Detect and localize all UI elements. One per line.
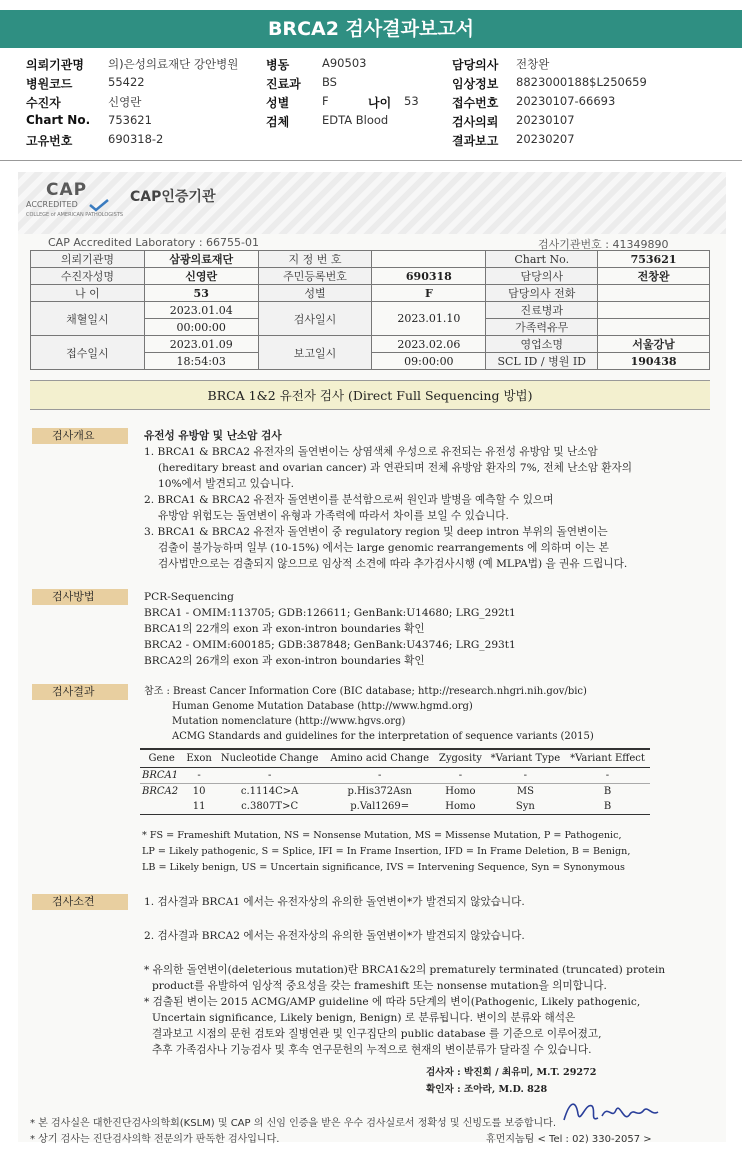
cell-amino-acid: p.Val1269= (324, 799, 435, 815)
cell-value (598, 319, 710, 336)
cell-gene: BRCA2 (142, 786, 179, 797)
table-row (31, 302, 710, 319)
header-row (0, 56, 742, 74)
cell-label: SCL ID / 병원 ID (486, 353, 598, 370)
value-request-date: 20230107 (516, 113, 575, 127)
header-row (0, 132, 742, 150)
header-row (0, 113, 742, 131)
footer-note: * 상기 검사는 진단검사의학 전문의가 판독한 검사입니다. (30, 1134, 280, 1145)
section-tag-opinion: 검사소견 (32, 894, 128, 910)
label-patient: 수진자 (26, 96, 61, 110)
report-title: BRCA2 검사결과보고서 (0, 10, 742, 48)
cell-value: 2023.02.06 (372, 336, 486, 353)
label-chart-no: Chart No. (26, 113, 91, 127)
cell-label: 수진자성명 (31, 268, 145, 285)
table-row (31, 251, 710, 268)
cell-value: 2023.01.04 (144, 302, 258, 319)
column-header: Amino acid Change (324, 749, 435, 768)
reference-section (144, 684, 594, 744)
method-line: BRCA1의 22개의 exon 과 exon-intron boundaries 확인 (144, 623, 425, 635)
cell-label: 진료병과 (486, 302, 598, 319)
cell-label: 보고일시 (258, 336, 372, 370)
column-header: Nucleotide Change (215, 749, 324, 768)
method-line: BRCA2의 26개의 exon 과 exon-intron boundaries 확인 (144, 655, 425, 667)
table-row (140, 799, 650, 815)
cell-zygosity: Homo (445, 786, 476, 797)
footer-contact: 휴먼지놈팀 < Tel : 02) 330-2057 > (486, 1134, 652, 1145)
reference-line: Human Genome Mutation Database (http://www.hgmd.org) (172, 701, 473, 712)
overview-line: (hereditary breast and ovarian cancer) 과 연관되며 전체 유방암 환자의 7%, 전체 난소암 환자의 (158, 462, 632, 474)
label-specimen: 검체 (266, 115, 290, 129)
table-row (31, 285, 710, 302)
signatory-section (426, 1064, 596, 1098)
cell-exon: 10 (192, 786, 206, 797)
cell-value (372, 251, 486, 268)
legend-line: * FS = Frameshift Mutation, NS = Nonsense Mutation, MS = Missense Mutation, P = Pathogenic, (142, 830, 622, 841)
label-clinical-info: 임상정보 (452, 77, 499, 91)
cell-amino-acid: p.His372Asn (347, 786, 412, 797)
cell-value: 서울강남 (598, 336, 710, 353)
opinion-line: * 유의한 돌연변이(deleterious mutation)란 BRCA1&2의 prematurely terminated (truncated) protein (144, 964, 666, 976)
cell-zygosity: Homo (435, 799, 486, 815)
value-report-date: 20230207 (516, 132, 575, 146)
value-unique-no: 690318-2 (108, 132, 164, 146)
label-department: 진료과 (266, 77, 301, 91)
cell-exon: 11 (183, 799, 215, 815)
divider (0, 160, 742, 161)
cap-logo (26, 178, 124, 226)
opinion-line: 추후 가족검사나 기능검사 및 후속 연구문헌의 누적으로 현재의 변이분류가 달라질 수 있습니다. (152, 1044, 592, 1056)
table-row (31, 268, 710, 285)
legend-line: LB = Likely benign, US = Uncertain significance, IVS = Intervening Sequence, Syn = Synonymous (142, 862, 625, 873)
column-header: Zygosity (435, 749, 486, 768)
header-info (0, 54, 742, 150)
patient-info-table (30, 250, 710, 370)
signature-icon (558, 1096, 668, 1128)
cell-zygosity: - (458, 770, 463, 781)
section-tag-overview: 검사개요 (32, 428, 128, 444)
label-requesting-org: 의뢰기관명 (26, 58, 84, 72)
cell-nucleotide: c.1114C>A (240, 786, 299, 797)
table-row (31, 336, 710, 353)
overview-line: 유방암 위험도는 돌연변이 유형과 가족력에 따라서 차이를 보일 수 있습니다. (158, 510, 509, 522)
cell-value: 09:00:00 (372, 353, 486, 370)
cap-logo-text: CAP (46, 180, 88, 200)
abbreviation-legend (142, 828, 630, 876)
opinion-line: 1. 검사결과 BRCA1 에서는 유전자상의 유의한 돌연변이*가 발견되지 않았습니다. (144, 896, 525, 908)
cell-value: 2023.01.09 (144, 336, 258, 353)
opinion-line: product를 유발하여 임상적 중요성을 갖는 frameshift 또는 nonsense mutation을 의미합니다. (152, 980, 607, 992)
cell-value (598, 285, 710, 302)
column-header: Exon (183, 749, 215, 768)
cell-value: 00:00:00 (144, 319, 258, 336)
cap-band (18, 172, 726, 234)
column-header: Gene (140, 749, 183, 768)
cell-label: 의뢰기관명 (31, 251, 145, 268)
cap-accredited-text: ACCREDITED (26, 200, 78, 209)
cell-label: 담당의사 전화 (486, 285, 598, 302)
column-header: *Variant Type (486, 749, 565, 768)
cell-label: 지 정 번 호 (258, 251, 372, 268)
overview-title: 유전성 유방암 및 난소암 검사 (144, 430, 282, 442)
footer-certification: * 본 검사실은 대한진단검사의학회(KSLM) 및 CAP 의 신임 인증을 받은 우수 검사실로서 정확성 및 신빙도를 보증합니다. (30, 1118, 556, 1129)
cell-label: 가족력유무 (486, 319, 598, 336)
value-specimen: EDTA Blood (322, 113, 389, 127)
cell-value: 2023.01.10 (372, 302, 486, 336)
value-hospital-code: 55422 (108, 75, 145, 89)
cell-label: 채혈일시 (31, 302, 145, 336)
spacer (144, 944, 665, 962)
value-ward: A90503 (322, 56, 367, 70)
section-tag-method: 검사방법 (32, 589, 128, 605)
cell-value: 삼광의료재단 (144, 251, 258, 268)
opinion-section (144, 894, 665, 1058)
scanned-report (18, 172, 726, 1145)
cell-variant-type: Syn (486, 799, 565, 815)
cell-label: 담당의사 (486, 268, 598, 285)
cell-value: 신영란 (144, 268, 258, 285)
cell-variant-effect: B (565, 799, 650, 815)
label-doctor: 담당의사 (452, 58, 499, 72)
cell-value (598, 302, 710, 319)
cell-variant-effect: - (605, 770, 610, 781)
label-unique-no: 고유번호 (26, 134, 73, 148)
label-hospital-code: 병원코드 (26, 77, 73, 91)
cell-amino-acid: - (378, 770, 382, 781)
cell-exon: - (197, 770, 201, 781)
opinion-line: 결과보고 시점의 문헌 검토와 질병연관 및 인구집단의 public database 를 기준으로 이루어졌고, (152, 1028, 602, 1040)
cell-label: 주민등록번호 (258, 268, 372, 285)
header-row (0, 94, 742, 112)
value-clinical-info: 8823000188$L250659 (516, 75, 647, 89)
opinion-line: Uncertain significance, Likely benign, Benign) 로 분류됩니다. 변이의 분류와 해석은 (152, 1012, 576, 1024)
cell-nucleotide: c.3807T>C (215, 799, 324, 815)
cell-value: 53 (144, 285, 258, 302)
examiner: 검사자 : 박진희 / 최유미, M.T. 29272 (426, 1067, 597, 1078)
table-row (140, 784, 650, 800)
cell-label: 성별 (258, 285, 372, 302)
org-number: 검사기관번호 : 41349890 (538, 238, 669, 251)
cap-title: CAP인증기관 (130, 189, 216, 205)
column-header: *Variant Effect (565, 749, 650, 768)
label-request-date: 검사의뢰 (452, 115, 499, 129)
variant-table (140, 748, 650, 815)
value-department: BS (322, 75, 337, 89)
cell-value: 190438 (598, 353, 710, 370)
cell-label: 나 이 (31, 285, 145, 302)
overview-line: 검사법만으로는 검출되지 않으므로 임상적 소견에 따라 추가검사시행 (예 MLPA법) 을 권유 드립니다. (158, 558, 628, 570)
overview-line: 1. BRCA1 & BRCA2 유전자의 돌연변이는 상염색체 우성으로 유전되는 유전성 유방암 및 난소암 (144, 446, 598, 458)
cell-value: 전창완 (598, 268, 710, 285)
label-age: 나이 (368, 96, 392, 110)
method-section (144, 589, 516, 669)
legend-line: LP = Likely pathogenic, S = Splice, IFI = In Frame Insertion, IFD = In Frame Deletion, B = Benign, (142, 846, 631, 857)
cell-value: F (372, 285, 486, 302)
method-line: BRCA1 - OMIM:113705; GDB:126611; GenBank:U14680; LRG_292t1 (144, 607, 516, 619)
overview-line: 10%에서 발견되고 있습니다. (158, 478, 294, 490)
cell-label: 검사일시 (258, 302, 372, 336)
value-doctor: 전창완 (516, 57, 550, 71)
test-banner: BRCA 1&2 유전자 검사 (Direct Full Sequencing 방법) (30, 380, 710, 410)
reference-line: 참조 : Breast Cancer Information Core (BIC database; http://research.nhgri.nih.gov/bic) (144, 686, 587, 697)
label-receipt-no: 접수번호 (452, 96, 499, 110)
cell-value: 753621 (598, 251, 710, 268)
value-age: 53 (404, 94, 419, 108)
cell-value: 18:54:03 (144, 353, 258, 370)
cell-label: 접수일시 (31, 336, 145, 370)
cell-variant-type: MS (516, 786, 534, 797)
value-patient: 신영란 (108, 95, 142, 109)
opinion-line: 2. 검사결과 BRCA2 에서는 유전자상의 유의한 돌연변이*가 발견되지 않았습니다. (144, 930, 525, 942)
overview-section (144, 428, 632, 572)
reference-line: Mutation nomenclature (http://www.hgvs.org) (172, 716, 406, 727)
label-sex: 성별 (266, 96, 290, 110)
value-chart-no: 753621 (108, 113, 152, 127)
label-ward: 병동 (266, 58, 290, 72)
opinion-line: * 검출된 변이는 2015 ACMG/AMP guideline 에 따라 5단계의 변이(Pathogenic, Likely pathogenic, (144, 996, 641, 1008)
approver: 확인자 : 조아라, M.D. 828 (426, 1084, 548, 1095)
method-line: PCR-Sequencing (144, 591, 234, 603)
section-tag-result: 검사결과 (32, 684, 128, 700)
cell-nucleotide: - (267, 770, 272, 781)
label-report-date: 결과보고 (452, 134, 499, 148)
check-icon (88, 198, 110, 212)
cell-gene: BRCA1 (142, 770, 179, 781)
overview-line: 2. BRCA1 & BRCA2 유전자 돌연변이를 분석함으로써 원인과 발병을 예측할 수 있으며 (144, 494, 554, 506)
table-row (140, 768, 650, 784)
value-sex: F (322, 94, 329, 108)
cell-label: 영업소명 (486, 336, 598, 353)
cap-lab-number: CAP Accredited Laboratory : 66755-01 (48, 236, 259, 249)
overview-line: 검출이 불가능하며 일부 (10-15%) 에서는 large genomic rearrangements 에 의하며 이는 본 (158, 542, 609, 554)
cell-label: Chart No. (486, 251, 598, 268)
value-receipt-no: 20230107-66693 (516, 94, 616, 108)
value-requesting-org: 의)은성의료재단 강안병원 (108, 57, 239, 71)
spacer (144, 910, 665, 928)
cell-value: 690318 (372, 268, 486, 285)
table-header-row (140, 749, 650, 768)
cell-variant-effect: B (603, 786, 612, 797)
overview-line: 3. BRCA1 & BRCA2 유전자 돌연변이 중 regulatory region 및 deep intron 부위의 돌연변이는 (144, 526, 608, 538)
cap-college-text: COLLEGE of AMERICAN PATHOLOGISTS (26, 212, 124, 218)
header-row (0, 75, 742, 93)
method-line: BRCA2 - OMIM:600185; GDB:387848; GenBank:U43746; LRG_293t1 (144, 639, 516, 651)
cell-variant-type: - (523, 770, 528, 781)
reference-line: ACMG Standards and guidelines for the interpretation of sequence variants (2015) (172, 731, 594, 742)
cell-gene (140, 799, 183, 815)
